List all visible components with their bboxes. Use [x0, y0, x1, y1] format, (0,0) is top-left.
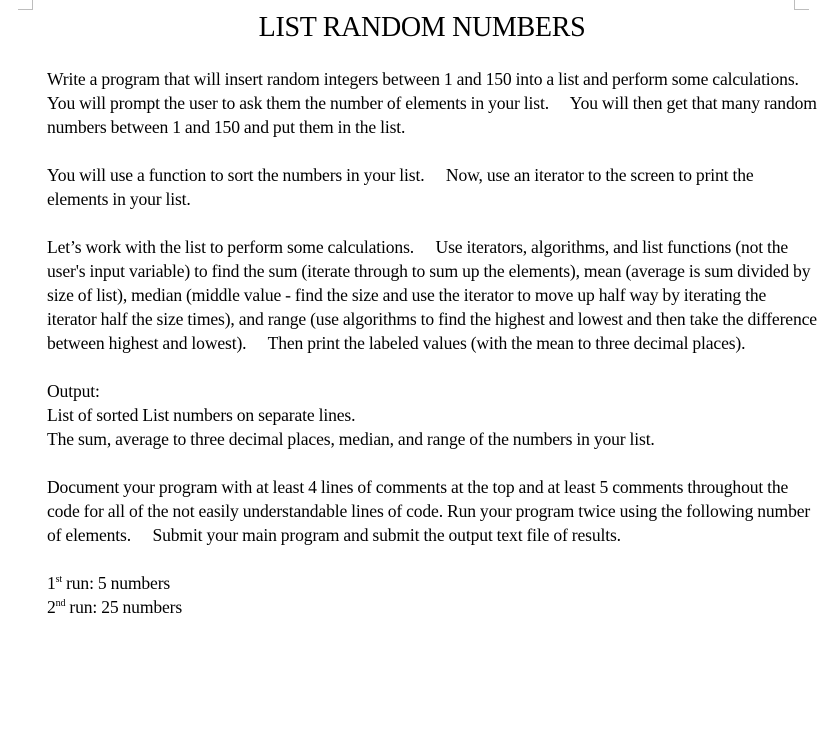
run-text: run: 5 numbers [62, 573, 171, 593]
run-line-second [47, 595, 817, 619]
page-corner-mark-left [18, 0, 33, 10]
paragraph-sort: You will use a function to sort the numbers in your list. Now, use an iterator to the screen to print the elements in your list. [47, 165, 754, 209]
run-number: 2 [47, 597, 56, 617]
run-text: run: 25 numbers [65, 597, 183, 617]
document-body [47, 67, 817, 619]
output-line-stats: The sum, average to three decimal places, median, and range of the numbers in your list. [47, 429, 655, 449]
paragraph-instructions: Write a program that will insert random integers between 1 and 150 into a list and perform some calculations. You will prompt the user to ask them the number of elements in your list. You will then get that many random numbers between 1 and 150 and put them in the list. [47, 69, 817, 137]
run-number: 1 [47, 573, 56, 593]
paragraph-documentation: Document your program with at least 4 lines of comments at the top and at least 5 comments throughout the code for all of the not easily understandable lines of code. Run your program twice using the following number of elements. Submit your main program and submit the output text file of results. [47, 477, 811, 545]
run-ordinal-suffix: st [55, 574, 63, 586]
run-ordinal-suffix: nd [55, 598, 66, 610]
output-line-sorted: List of sorted List numbers on separate lines. [47, 405, 356, 425]
output-heading: Output: [47, 381, 100, 401]
paragraph-calculations: Let’s work with the list to perform some calculations. Use iterators, algorithms, and list functions (not the user's input variable) to find the sum (iterate through to sum up the elements), mean (average is sum divided by size of list), median (middle value - find the size and use the iterator to move up half way by iterating the iterator half the size times), and range (use algorithms to find the highest and lowest and then take the difference between highest and lowest). Then print the labeled values (with the mean to three decimal places). [47, 237, 817, 353]
page-corner-mark-right [794, 0, 809, 10]
page-title: LIST RANDOM NUMBERS [258, 12, 586, 43]
run-line-first [47, 571, 817, 595]
